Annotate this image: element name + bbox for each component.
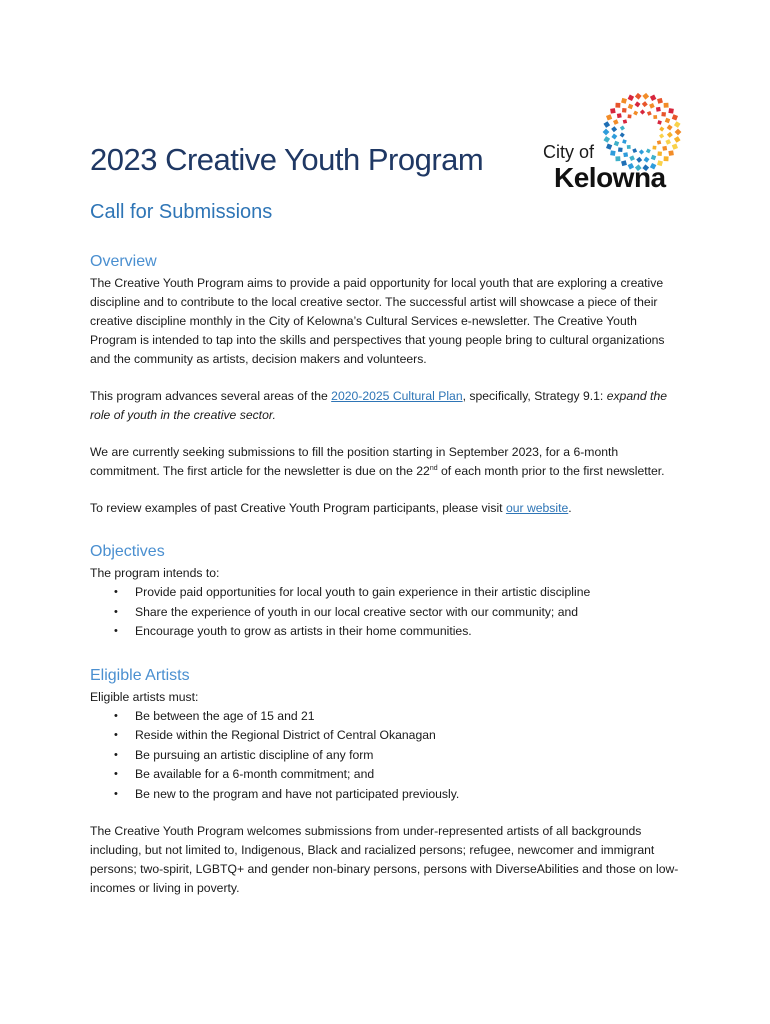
- city-of-kelowna-logo: [540, 90, 685, 200]
- logo-name-text: Kelowna: [554, 162, 666, 193]
- eligible-artists-heading: Eligible Artists: [90, 666, 190, 684]
- cultural-plan-link[interactable]: 2020-2025 Cultural Plan: [331, 389, 463, 403]
- list-item: • Be available for a 6-month commitment; and: [90, 765, 680, 785]
- inclusion-statement: The Creative Youth Program welcomes submissions from under-represented artists of all backgrounds including, but not limited to, Indigenous, Black and racialized persons; refugee, newcomer and immigrant persons; two-spirit, LGBTQ+ and gender non-binary persons, persons with DiverseAbilities and those on low-incomes or living in poverty.: [90, 824, 679, 895]
- objectives-intro: The program intends to:: [90, 566, 220, 580]
- bullet-icon: •: [114, 748, 118, 761]
- page-subtitle: Call for Submissions: [90, 201, 273, 223]
- our-website-link[interactable]: our website: [505, 501, 569, 515]
- bullet-icon: •: [114, 586, 118, 598]
- objectives-heading: Objectives: [90, 543, 165, 560]
- list-item: • Share the experience of youth in our local creative sector with our community; and: [90, 603, 680, 623]
- bullet-icon: •: [114, 709, 118, 722]
- eligible-list: [90, 707, 680, 805]
- overview-paragraph-1: The Creative Youth Program aims to provide a paid opportunity for local youth that are exploring a creative discipline and to contribute to the local creative sector. The successful artist will showcase a piece of their creative discipline monthly in the City of Kelowna’s Cultural Services e-newsletter. The Creative Youth Program is intended to tap into the skills and perspectives that young people bring to cultural organizations and the community as artists, decision makers and volunteers.: [90, 276, 665, 366]
- list-item: • Be new to the program and have not participated previously.: [90, 785, 680, 805]
- list-item: • Be pursuing an artistic discipline of any form: [90, 746, 680, 766]
- bullet-icon: •: [114, 768, 118, 780]
- list-item: • Reside within the Regional District of Central Okanagan: [90, 726, 680, 746]
- strategy-quote: expand the role of youth in the creative sector.: [90, 389, 668, 422]
- objectives-list: [90, 583, 680, 642]
- list-item: • Provide paid opportunities for local youth to gain experience in their artistic discipline: [90, 583, 680, 603]
- logo-city-text: City of: [543, 142, 595, 162]
- overview-paragraph-3: We are currently seeking submissions to fill the position starting in September 2023, for a 6-month commitment. The first article for the newsletter is due on the 22nd of each month prior to the first newsletter.: [90, 445, 665, 478]
- overview-heading: Overview: [90, 253, 157, 270]
- overview-paragraph-4: To review examples of past Creative Youth Program participants, please visit our website.: [90, 501, 572, 515]
- bullet-icon: •: [114, 729, 118, 741]
- list-item: • Be between the age of 15 and 21: [90, 707, 680, 727]
- bullet-icon: •: [114, 787, 118, 800]
- bullet-icon: •: [114, 605, 118, 618]
- eligible-intro: Eligible artists must:: [90, 689, 199, 704]
- bullet-icon: •: [114, 625, 118, 637]
- page-title: 2023 Creative Youth Program: [90, 142, 484, 177]
- overview-paragraph-2: This program advances several areas of the 2020-2025 Cultural Plan, specifically, Strategy 9.1: expand the role of youth in the creative sector.: [90, 389, 668, 422]
- list-item: • Encourage youth to grow as artists in their home communities.: [90, 622, 680, 642]
- document-body: [90, 250, 680, 898]
